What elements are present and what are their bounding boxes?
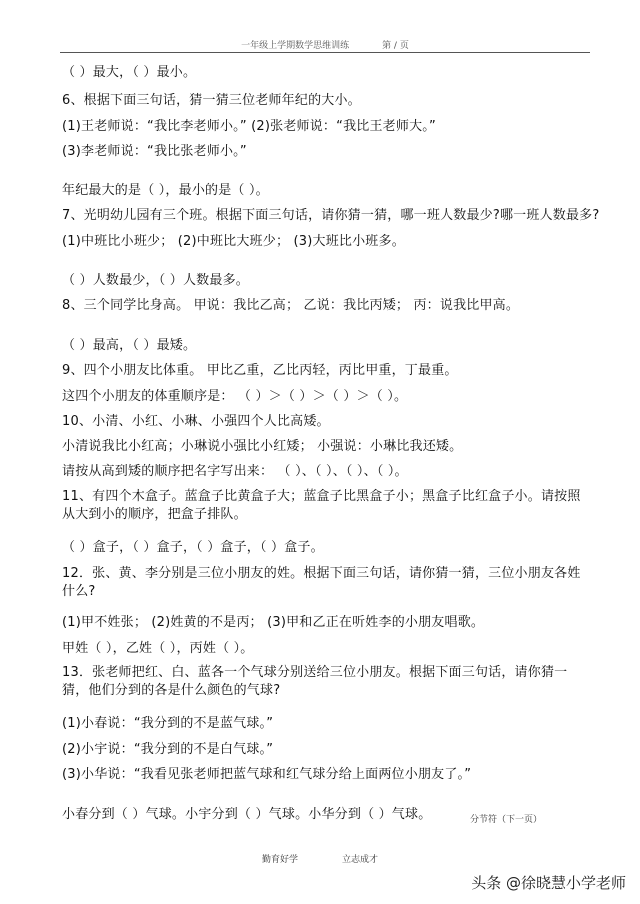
question-13: 13．张老师把红、白、蓝各一个气球分别送给三位小朋友。根据下面三句话，请你猜一猜，他们分到的各是什么颜色的气球?: [62, 665, 568, 698]
answer-line: （ ）人数最少，（ ）人数最多。: [62, 273, 249, 288]
watermark: 头条 @徐晓慧小学老师: [471, 874, 626, 892]
answer-line: 甲姓（ ），乙姓（ ），丙姓（ ）。: [62, 641, 254, 656]
text-line: 小清说我比小红高；小琳说小强比小红矮； 小强说：小琳比我还矮。: [62, 439, 463, 454]
header-page: 第 / 页: [382, 41, 409, 51]
answer-line: （ ）盒子，（ ）盒子，（ ）盒子，（ ）盒子。: [62, 540, 324, 555]
answer-line: 请按从高到矮的顺序把名字写出来： （ ）、（ ）、（ ）、（ ）。: [62, 464, 408, 479]
text-line: (1)王老师说：“我比李老师小。” (2)张老师说：“我比王老师大。”: [62, 119, 436, 134]
footer-right: 立志成才: [342, 855, 379, 865]
answer-line: （ ）最高，（ ）最矮。: [62, 338, 197, 353]
text-line: (1)甲不姓张； (2)姓黄的不是丙； (3)甲和乙正在听姓李的小朋友唱歌。: [62, 615, 485, 630]
text-line: (2)小宇说：“我分到的不是白气球。”: [62, 742, 274, 757]
footer-left: 勤育好学: [262, 855, 299, 865]
question-8: 8、三个同学比身高。 甲说：我比乙高； 乙说：我比丙矮； 丙：说我比甲高。: [62, 298, 520, 313]
header-title: 一年级上学期数学思维训练: [241, 41, 350, 51]
text-line: (3)小华说：“我看见张老师把蓝气球和红气球分给上面两位小朋友了。”: [62, 767, 472, 782]
question-12: 12．张、黄、李分别是三位小朋友的姓。根据下面三句话，请你猜一猜，三位小朋友各姓什么?: [62, 566, 581, 599]
text-line: (1)中班比小班少； (2)中班比大班少； (3)大班比小班多。: [62, 234, 405, 249]
answer-line: 这四个小朋友的体重顺序是： （ ）＞（ ）＞（ ）＞（ ）。: [62, 389, 408, 404]
question-6: 6、根据下面三句话，猜一猜三位老师年纪的大小。: [62, 93, 361, 108]
question-9: 9、四个小朋友比体重。 甲比乙重，乙比丙轻，丙比甲重，丁最重。: [62, 363, 458, 378]
text-line: （ ）最大，（ ）最小。: [62, 65, 197, 80]
question-7: 7、光明幼儿园有三个班。根据下面三句话，请你猜一猜，哪一班人数最少?哪一班人数最多?: [62, 208, 600, 223]
question-11: 11、有四个木盒子。蓝盒子比黄盒子大；蓝盒子比黑盒子小；黑盒子比红盒子小。请按照从大到小的顺序，把盒子排队。: [62, 489, 581, 522]
page-header: [60, 38, 590, 53]
question-10: 10、小清、小红、小琳、小强四个人比高矮。: [62, 414, 330, 429]
section-break-note: 分节符（下一页）: [470, 815, 543, 825]
answer-line: 年纪最大的是（ ），最小的是（ ）。: [62, 183, 269, 198]
text-line: (3)李老师说：“我比张老师小。”: [62, 144, 247, 159]
answer-line: 小春分到（ ）气球。小宇分到（ ）气球。小华分到（ ）气球。: [62, 807, 432, 822]
text-line: (1)小春说：“我分到的不是蓝气球。”: [62, 716, 274, 731]
